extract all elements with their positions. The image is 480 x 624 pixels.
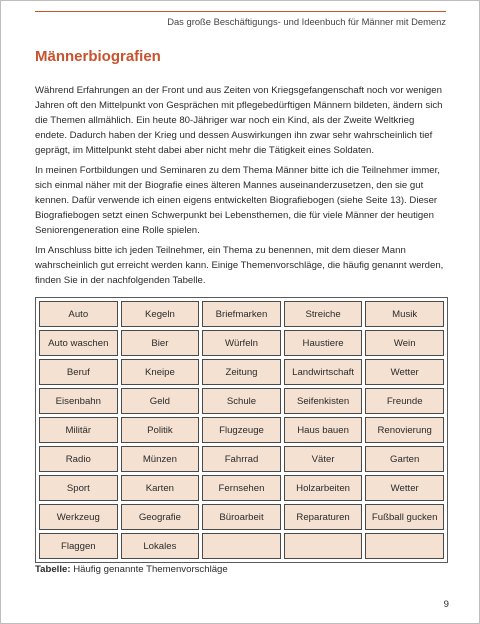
table-cell: Haus bauen [284, 417, 363, 443]
table-cell: Lokales [121, 533, 200, 559]
table-cell: Holzarbeiten [284, 475, 363, 501]
topics-table [35, 297, 448, 563]
table-cell: Kegeln [121, 301, 200, 327]
table-cell: Schule [202, 388, 281, 414]
table-cell: Politik [121, 417, 200, 443]
table-caption [35, 564, 228, 575]
table-cell: Wetter [365, 359, 444, 385]
table-row [39, 533, 444, 559]
table-cell: Haustiere [284, 330, 363, 356]
table-row [39, 359, 444, 385]
topics-table-body [39, 301, 444, 559]
table-cell: Garten [365, 446, 444, 472]
caption-text: Häufig genannte Themenvorschläge [70, 564, 228, 575]
paragraph-3: Im Anschluss bitte ich jeden Teilnehmer, ein Thema zu benennen, mit dem dieser Mann wahrscheinlich gut erreicht werden kann. Einige Themenvorschläge, die häufig genannt werden, finden Sie in der nachfolgenden Tabelle. [35, 245, 444, 286]
table-cell: Auto waschen [39, 330, 118, 356]
table-cell: Geografie [121, 504, 200, 530]
table-cell: Väter [284, 446, 363, 472]
table-row [39, 446, 444, 472]
table-cell: Renovierung [365, 417, 444, 443]
table-cell: Freunde [365, 388, 444, 414]
table-cell: Wetter [365, 475, 444, 501]
table-row [39, 330, 444, 356]
table-cell-empty [284, 533, 363, 559]
table-cell: Beruf [39, 359, 118, 385]
table-cell: Briefmarken [202, 301, 281, 327]
table-cell: Seifenkisten [284, 388, 363, 414]
header-rule [35, 11, 446, 12]
table-cell: Geld [121, 388, 200, 414]
table-cell: Musik [365, 301, 444, 327]
table-cell: Würfeln [202, 330, 281, 356]
table-row [39, 504, 444, 530]
table-cell: Wein [365, 330, 444, 356]
table-cell: Flaggen [39, 533, 118, 559]
table-cell: Büroarbeit [202, 504, 281, 530]
table-cell: Fußball gucken [365, 504, 444, 530]
paragraph-1: Während Erfahrungen an der Front und aus Zeiten von Kriegsgefangenschaft noch vor wenigen Jahren oft den Mittelpunkt von Gesprächen mit pflegebedürftigen Männern bildeten, ändern sich die Themen allmählich. Ein heute 80-Jähriger war noch ein Kind, als der Zweite Weltkrieg endete. Dadurch haben der Krieg und dessen Auswirkungen ihn zwar sehr wahrscheinlich tief geprägt, im Mittelpunkt steht dabei aber nicht mehr die Tätigkeit eines Soldaten. [35, 85, 443, 156]
table-cell: Militär [39, 417, 118, 443]
table-cell: Kneipe [121, 359, 200, 385]
table-cell: Werkzeug [39, 504, 118, 530]
page-number: 9 [443, 599, 449, 610]
table-cell: Radio [39, 446, 118, 472]
table-cell: Reparaturen [284, 504, 363, 530]
running-header: Das große Beschäftigungs- und Ideenbuch für Männer mit Demenz [167, 16, 446, 27]
table-cell: Landwirtschaft [284, 359, 363, 385]
table-cell-empty [365, 533, 444, 559]
paragraph-2: In meinen Fortbildungen und Seminaren zu dem Thema Männer bitte ich die Teilnehmer immer, sich einmal näher mit der Biografie eines älteren Mannes auseinanderzusetzen, den sie gut kennen. Dafür verwende ich einen eigens entwickelten Biografiebogen (siehe Seite 13). Dieser Biografiebogen setzt einen Schwerpunkt bei Lebensthemen, die für viele Männer der heutigen Seniorengeneration eine Rolle spielen. [35, 165, 440, 236]
table-row [39, 301, 444, 327]
table-row [39, 475, 444, 501]
table-cell: Flugzeuge [202, 417, 281, 443]
table-row [39, 417, 444, 443]
table-cell: Bier [121, 330, 200, 356]
table-cell: Eisenbahn [39, 388, 118, 414]
table-cell: Fernsehen [202, 475, 281, 501]
table-cell: Zeitung [202, 359, 281, 385]
section-title: Männerbiografien [35, 48, 161, 65]
table-cell: Sport [39, 475, 118, 501]
caption-label: Tabelle: [35, 564, 71, 575]
table-row [39, 388, 444, 414]
table-cell: Karten [121, 475, 200, 501]
table-cell: Auto [39, 301, 118, 327]
table-cell: Fahrrad [202, 446, 281, 472]
table-cell-empty [202, 533, 281, 559]
table-cell: Münzen [121, 446, 200, 472]
table-cell: Streiche [284, 301, 363, 327]
